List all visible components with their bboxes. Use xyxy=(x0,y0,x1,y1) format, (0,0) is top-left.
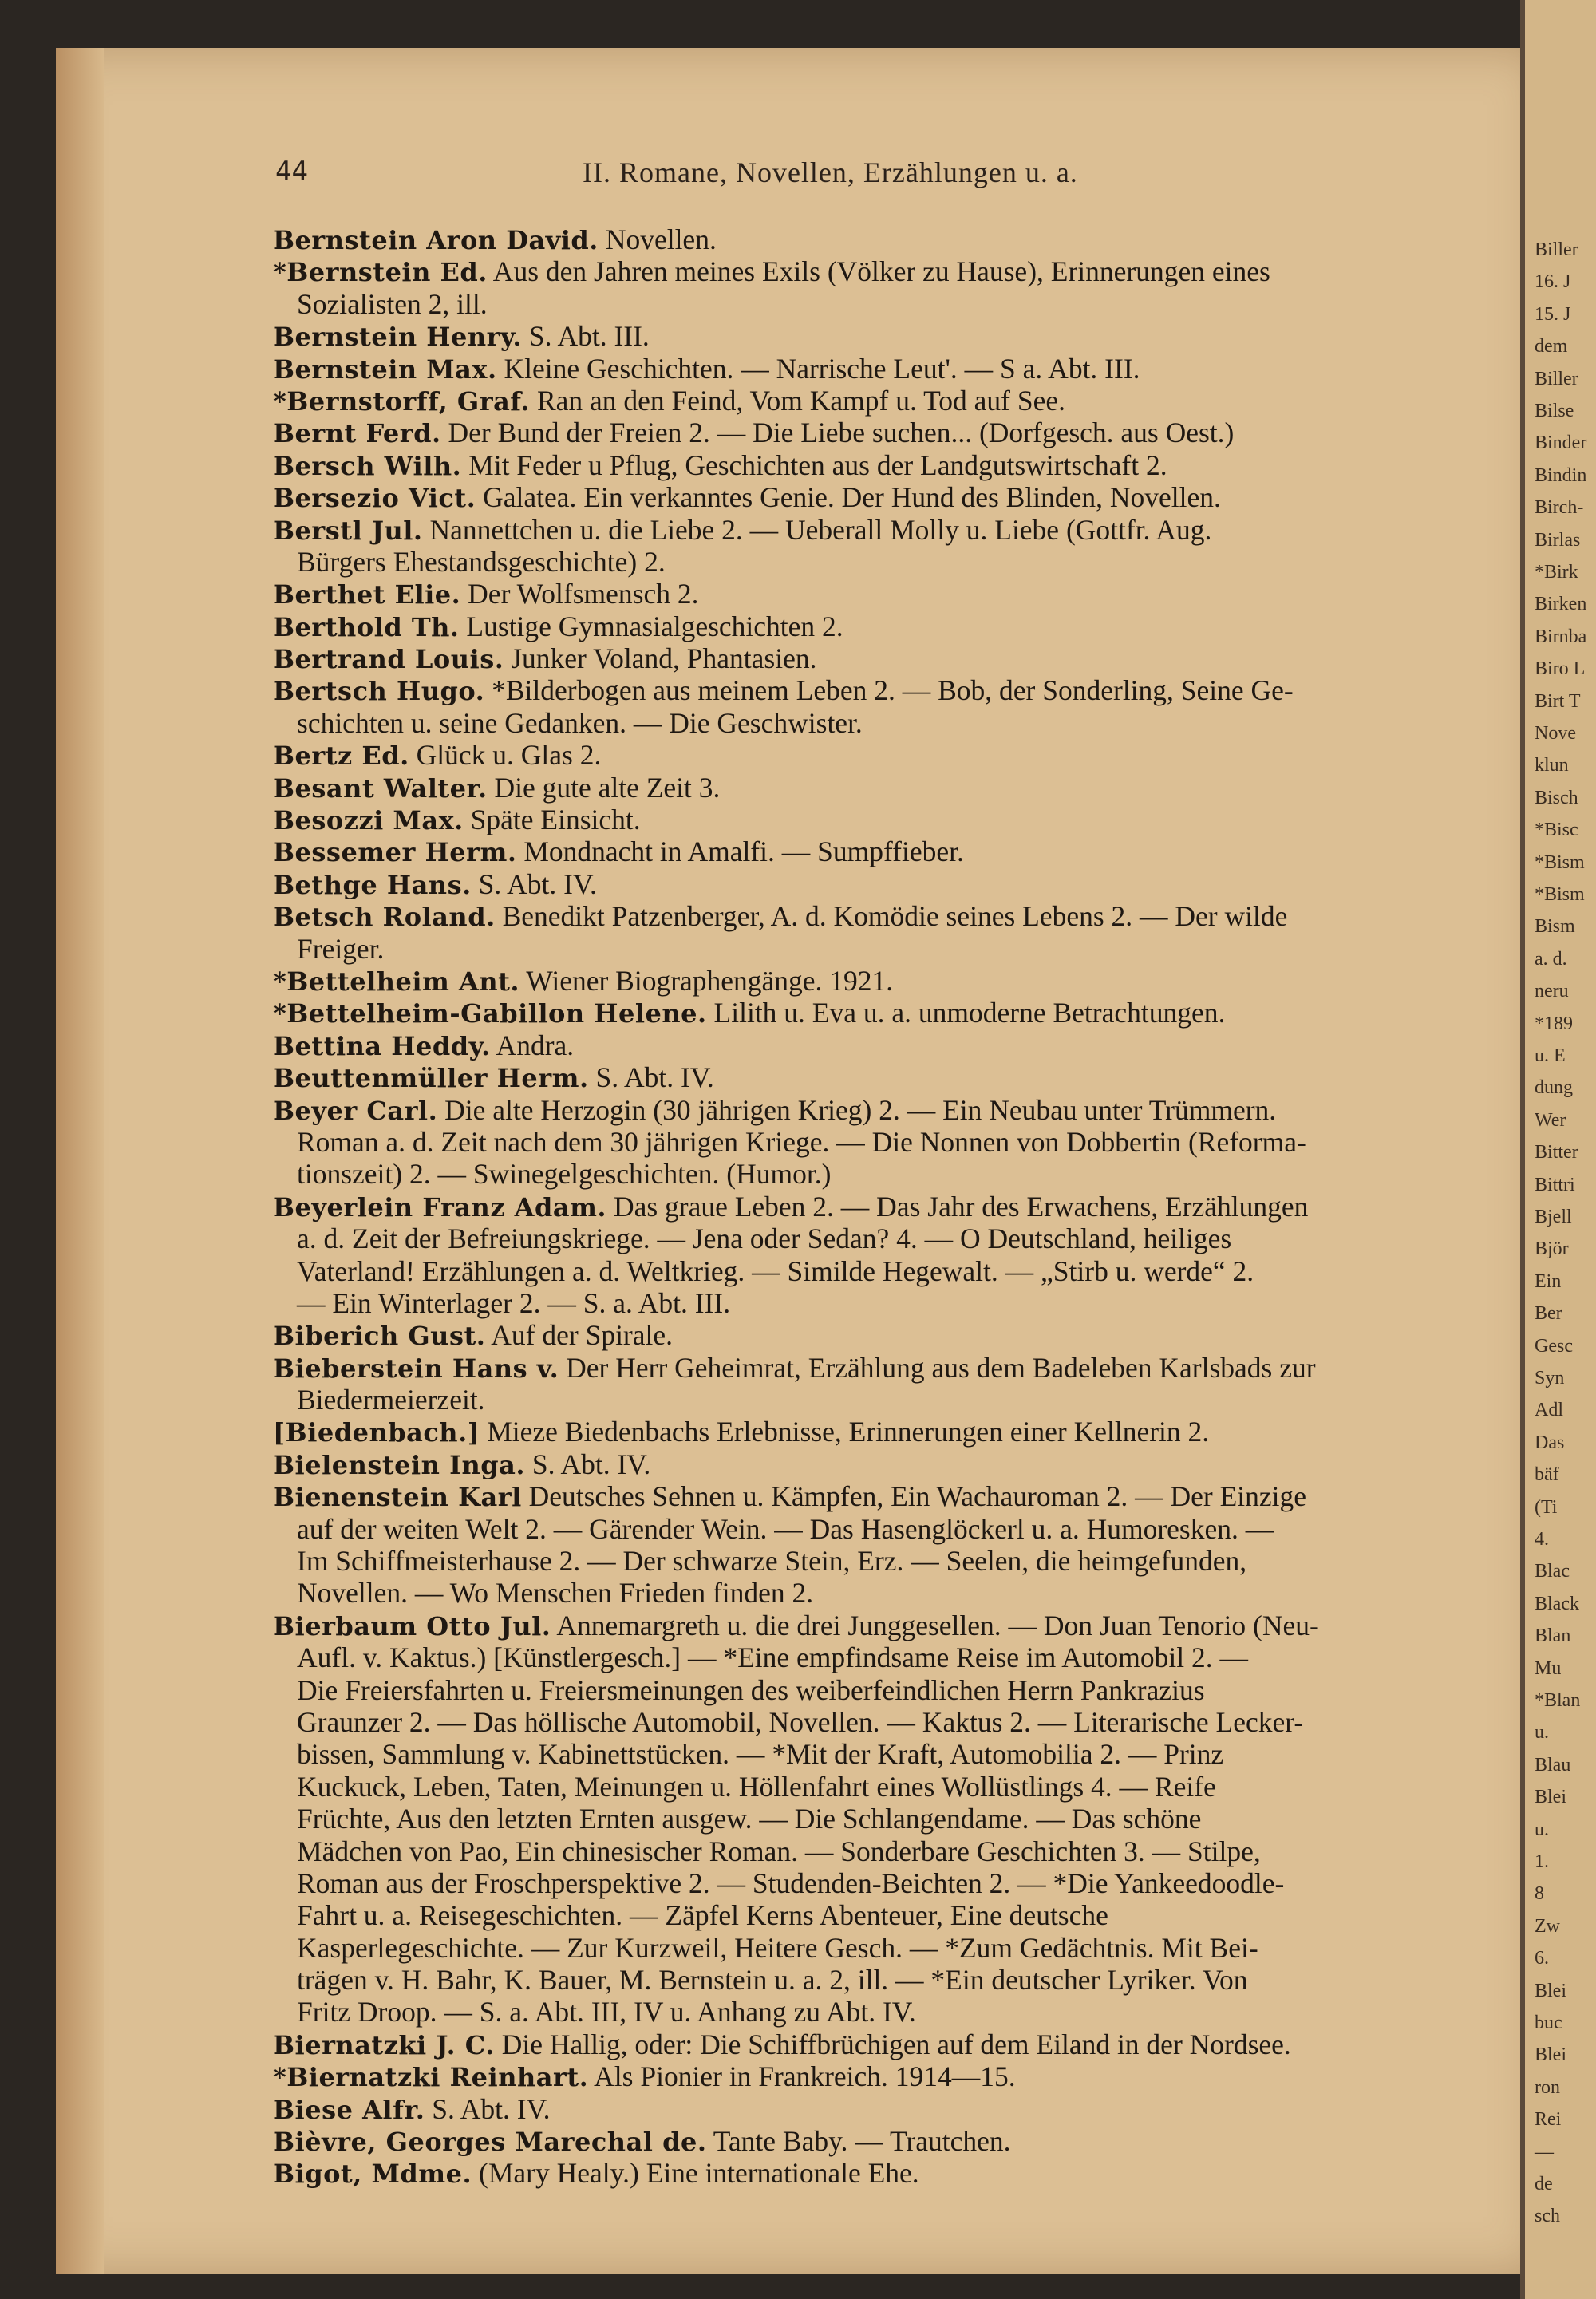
author-headword: Besozzi Max. xyxy=(273,805,464,836)
bibliography-entries xyxy=(273,223,1502,2190)
entry-line xyxy=(273,997,1502,1029)
author-headword: *Bernstein Ed. xyxy=(273,257,488,288)
entry-line xyxy=(273,1061,1502,1093)
author-headword: Besant Walter. xyxy=(273,772,488,804)
entry-continuation-line xyxy=(273,1545,1502,1577)
next-page-fragment: sch xyxy=(1535,2206,1560,2227)
next-page-fragment: Mu xyxy=(1535,1657,1562,1679)
entry-continuation-line xyxy=(273,1706,1502,1738)
entry-line xyxy=(273,1094,1502,1126)
entry-text: Die alte Herzogin (30 jährigen Krieg) 2. — Ein Neubau unter Trümmern. xyxy=(437,1093,1277,1126)
entry-line xyxy=(273,868,1502,900)
entry-line xyxy=(273,481,1502,513)
author-headword: *Biernatzki Reinhart. xyxy=(273,2062,589,2093)
next-page-fragment: 6. xyxy=(1535,1948,1549,1969)
next-page-fragment: bäf xyxy=(1535,1464,1559,1486)
next-page-fragment: Binder xyxy=(1535,433,1587,454)
entry-text: Wiener Biographengänge. 1921. xyxy=(519,964,894,997)
author-headword: Berthold Th. xyxy=(273,611,460,642)
next-page-edge xyxy=(1520,0,1596,2299)
next-page-fragment: u. xyxy=(1535,1819,1549,1840)
page-gutter-edge xyxy=(56,48,104,2274)
entry-text: Früchte, Aus den letzten Ernten ausgew. — Die Schlangendame. — Das schöne xyxy=(297,1803,1202,1835)
next-page-fragment: a. d. xyxy=(1535,948,1567,970)
entry-continuation-line xyxy=(273,1223,1502,1254)
next-page-fragment: klun xyxy=(1535,755,1569,776)
entry-text: bissen, Sammlung v. Kabinettstücken. — *Mit der Kraft, Automobilia 2. — Prinz xyxy=(297,1738,1224,1771)
next-page-fragment: Bittri xyxy=(1535,1174,1575,1195)
entry-line xyxy=(273,2060,1502,2092)
entry-text: Nannettchen u. die Liebe 2. — Ueberall Molly u. Liebe (Gottfr. Aug. xyxy=(422,513,1212,546)
next-page-fragment: dem xyxy=(1535,336,1568,357)
next-page-fragment: de xyxy=(1535,2174,1553,2194)
entry-text: Die Freiersfahrten u. Freiersmeinungen des weiberfeindlichen Herrn Pankrazius xyxy=(297,1673,1205,1706)
entry-text: Andra. xyxy=(490,1029,575,1061)
entry-text: Der Bund der Freien 2. — Die Liebe suchen... (Dorfgesch. aus Oest.) xyxy=(440,417,1235,449)
author-headword: Beyerlein Franz Adam. xyxy=(273,1191,607,1223)
entry-text: Bürgers Ehestandsgeschichte) 2. xyxy=(297,545,666,578)
entry-continuation-line xyxy=(273,1674,1502,1706)
entry-continuation-line xyxy=(273,1771,1502,1803)
entry-text: S. Abt. IV. xyxy=(588,1061,714,1094)
entry-line xyxy=(273,900,1502,932)
author-headword: Bièvre, Georges Marechal de. xyxy=(273,2127,707,2158)
entry-text: Graunzer 2. — Das höllische Automobil, Novellen. — Kaktus 2. — Literarische Lecker- xyxy=(297,1705,1304,1738)
entry-text: Glück u. Glas 2. xyxy=(409,739,602,772)
entry-text: S. Abt. IV. xyxy=(471,867,597,900)
entry-text: Mit Feder u Pflug, Geschichten aus der Landgutswirtschaft 2. xyxy=(461,448,1167,481)
next-page-fragment: Blau xyxy=(1535,1754,1571,1776)
entry-text: Kuckuck, Leben, Taten, Meinungen u. Höllenfahrt eines Wollüstlings 4. — Reife xyxy=(297,1770,1216,1803)
next-page-fragment: Nove xyxy=(1535,723,1576,744)
entry-line xyxy=(273,320,1502,352)
entry-line xyxy=(273,1610,1502,1641)
next-page-fragment: Ein xyxy=(1535,1270,1562,1292)
author-headword: Bernt Ferd. xyxy=(273,418,441,449)
entry-text: (Mary Healy.) Eine internationale Ehe. xyxy=(472,2157,919,2190)
entry-text: Biedermeierzeit. xyxy=(297,1384,485,1416)
next-page-fragment: Gesc xyxy=(1535,1335,1573,1357)
entry-text: — Ein Winterlager 2. — S. a. Abt. III. xyxy=(297,1286,731,1319)
author-headword: *Bernstorff, Graf. xyxy=(273,385,531,417)
next-page-fragment: Biller xyxy=(1535,368,1578,389)
entry-text: Der Herr Geheimrat, Erzählung aus dem Badeleben Karlsbads zur xyxy=(559,1351,1316,1384)
entry-continuation-line xyxy=(273,1803,1502,1835)
next-page-fragment: u. E xyxy=(1535,1045,1566,1066)
entry-text: auf der weiten Welt 2. — Gärender Wein. — Das Hasenglöckerl u. a. Humoresken. — xyxy=(297,1512,1274,1545)
entry-line xyxy=(273,610,1502,642)
next-page-fragment: 8 xyxy=(1535,1883,1544,1905)
entry-text: tionszeit) 2. — Swinegelgeschichten. (Humor.) xyxy=(297,1158,832,1191)
next-page-fragment: Bindin xyxy=(1535,464,1587,486)
entry-text: Aufl. v. Kaktus.) [Künstlergesch.] — *Eine empfindsame Reise im Automobil 2. — xyxy=(297,1641,1249,1674)
entry-line xyxy=(273,1029,1502,1061)
entry-text: Als Pionier in Frankreich. 1914—15. xyxy=(588,2060,1016,2093)
entry-continuation-line xyxy=(273,288,1502,320)
entry-line xyxy=(273,965,1502,997)
next-page-fragment: Biller xyxy=(1535,239,1578,260)
entry-text: Sozialisten 2, ill. xyxy=(297,287,488,320)
entry-text: Mondnacht in Amalfi. — Sumpffieber. xyxy=(516,835,964,868)
entry-line xyxy=(273,1191,1502,1223)
entry-continuation-line xyxy=(273,1835,1502,1867)
author-headword: Berthet Elie. xyxy=(273,579,461,610)
next-page-fragment: neru xyxy=(1535,981,1569,1002)
author-headword: Bieberstein Hans v. xyxy=(273,1353,559,1384)
author-headword: Bersezio Vict. xyxy=(273,483,476,514)
next-page-fragment: Ber xyxy=(1535,1303,1562,1325)
entry-text: S. Abt. III. xyxy=(522,320,650,353)
author-headword: Biberich Gust. xyxy=(273,1321,486,1352)
entry-text: Das graue Leben 2. — Das Jahr des Erwachens, Erzählungen xyxy=(606,1190,1309,1223)
next-page-fragment: *Blan xyxy=(1535,1690,1581,1711)
entry-text: Roman a. d. Zeit nach dem 30 jährigen Kriege. — Die Nonnen von Dobbertin (Reforma- xyxy=(297,1125,1306,1158)
next-page-fragment: Blei xyxy=(1535,1787,1566,1808)
next-page-fragment: Birlas xyxy=(1535,529,1581,551)
entry-text: Novellen. — Wo Menschen Frieden finden 2. xyxy=(297,1577,814,1610)
entry-text: Junker Voland, Phantasien. xyxy=(504,642,817,675)
entry-text: Deutsches Sehnen u. Kämpfen, Ein Wachauroman 2. — Der Einzige xyxy=(521,1480,1307,1513)
next-page-fragment: 16. J xyxy=(1535,271,1571,293)
entry-text: Lustige Gymnasialgeschichten 2. xyxy=(459,610,843,642)
next-page-fragment: *189 xyxy=(1535,1013,1573,1034)
entry-line xyxy=(273,642,1502,674)
entry-line xyxy=(273,772,1502,804)
next-page-fragment: *Bism xyxy=(1535,884,1585,905)
entry-line xyxy=(273,2028,1502,2060)
author-headword: Bertsch Hugo. xyxy=(273,676,485,707)
entry-text: trägen v. H. Bahr, K. Bauer, M. Bernstein u. a. 2, ill. — *Ein deutscher Lyriker. Von xyxy=(297,1964,1248,1997)
entry-line xyxy=(273,1448,1502,1480)
author-headword: Bernstein Max. xyxy=(273,354,497,385)
entry-text: Kasperlegeschichte. — Zur Kurzweil, Heitere Gesch. — *Zum Gedächtnis. Mit Bei- xyxy=(297,1931,1258,1964)
entry-line xyxy=(273,674,1502,706)
next-page-fragment: *Birk xyxy=(1535,562,1578,583)
entry-text: Der Wolfsmensch 2. xyxy=(460,578,699,610)
entry-text: Im Schiffmeisterhause 2. — Der schwarze Stein, Erz. — Seelen, die heimgefunden, xyxy=(297,1545,1247,1578)
author-headword: Beyer Carl. xyxy=(273,1095,438,1126)
entry-text: schichten u. seine Gedanken. — Die Geschwister. xyxy=(297,706,863,739)
next-page-fragment: Black xyxy=(1535,1593,1579,1614)
next-page-fragment: Bilse xyxy=(1535,401,1574,421)
next-page-fragment: Rei xyxy=(1535,2109,1562,2131)
next-page-fragment: Bism xyxy=(1535,916,1575,938)
entry-line xyxy=(273,385,1502,417)
author-headword: Biernatzki J. C. xyxy=(273,2029,495,2060)
entry-text: S. Abt. IV. xyxy=(525,1448,651,1480)
next-page-fragment: Adl xyxy=(1535,1400,1563,1421)
entry-text: Vaterland! Erzählungen a. d. Weltkrieg. — Similde Hegewalt. — „Stirb u. werde“ 2. xyxy=(297,1254,1254,1287)
entry-continuation-line xyxy=(273,1964,1502,1996)
next-page-fragment: Birch- xyxy=(1535,497,1584,519)
author-headword: *Bettelheim-Gabillon Helene. xyxy=(273,998,707,1029)
entry-continuation-line xyxy=(273,1513,1502,1545)
next-page-fragment: *Bisc xyxy=(1535,820,1578,841)
entry-text: Auf der Spirale. xyxy=(485,1319,674,1352)
entry-line xyxy=(273,804,1502,835)
entry-text: Die gute alte Zeit 3. xyxy=(487,771,721,804)
entry-text: Fahrt u. a. Reisegeschichten. — Zäpfel Kerns Abenteuer, Eine deutsche xyxy=(297,1899,1108,1932)
entry-line xyxy=(273,417,1502,448)
next-page-fragment: Blei xyxy=(1535,2044,1566,2066)
entry-text: Späte Einsicht. xyxy=(463,804,641,836)
entry-text: a. d. Zeit der Befreiungskriege. — Jena oder Sedan? 4. — O Deutschland, heiliges xyxy=(297,1223,1232,1255)
author-headword: Bienenstein Karl xyxy=(273,1482,522,1513)
author-headword: *Bettelheim Ant. xyxy=(273,966,520,997)
entry-line xyxy=(273,578,1502,610)
next-page-fragment: Zw xyxy=(1535,1915,1560,1937)
author-headword: Bettina Heddy. xyxy=(273,1030,491,1061)
author-headword: Biese Alfr. xyxy=(273,2094,425,2125)
entry-line xyxy=(273,1480,1502,1512)
next-page-fragment: Bitter xyxy=(1535,1142,1578,1163)
entry-line xyxy=(273,514,1502,546)
entry-text: Fritz Droop. — S. a. Abt. III, IV u. Anhang zu Abt. IV. xyxy=(297,1996,916,2028)
entry-continuation-line xyxy=(273,1158,1502,1190)
entry-continuation-line xyxy=(273,1577,1502,1609)
next-page-fragment: Bjell xyxy=(1535,1207,1572,1227)
next-page-fragment: dung xyxy=(1535,1077,1573,1099)
entry-text: Ran an den Feind, Vom Kampf u. Tod auf See. xyxy=(530,384,1066,417)
entry-continuation-line xyxy=(273,1738,1502,1770)
entry-line xyxy=(273,1416,1502,1448)
entry-line xyxy=(273,2157,1502,2189)
next-page-fragment: Birken xyxy=(1535,594,1587,615)
author-headword: Berstl Jul. xyxy=(273,515,423,546)
next-page-fragment: Blac xyxy=(1535,1561,1570,1582)
entry-text: Roman aus der Froschperspektive 2. — Studenden-Beichten 2. — *Die Yankeedoodle- xyxy=(297,1866,1285,1899)
next-page-fragment: Blei xyxy=(1535,1980,1566,2001)
next-page-fragment: Birt T xyxy=(1535,690,1581,712)
entry-continuation-line xyxy=(273,1867,1502,1899)
entry-text: Die Hallig, oder: Die Schiffbrüchigen auf dem Eiland in der Nordsee. xyxy=(494,2028,1291,2060)
author-headword: Betsch Roland. xyxy=(273,902,496,933)
next-page-fragment: Björ xyxy=(1535,1238,1569,1260)
entry-text: Galatea. Ein verkanntes Genie. Der Hund des Blinden, Novellen. xyxy=(476,481,1221,514)
entry-text: Lilith u. Eva u. a. unmoderne Betrachtungen. xyxy=(706,997,1226,1029)
author-headword: Bielenstein Inga. xyxy=(273,1449,526,1480)
next-page-fragment: Wer xyxy=(1535,1109,1566,1131)
entry-line xyxy=(273,449,1502,481)
next-page-fragment: 15. J xyxy=(1535,303,1571,325)
page-number: 44 xyxy=(275,156,308,188)
author-headword: Bertz Ed. xyxy=(273,741,409,772)
entry-continuation-line xyxy=(273,707,1502,739)
chapter-title: II. Romane, Novellen, Erzählungen u. a. xyxy=(583,156,1078,188)
next-page-fragment: Das xyxy=(1535,1432,1565,1453)
entry-text: Novellen. xyxy=(598,223,717,255)
entry-line xyxy=(273,255,1502,287)
next-page-fragment: (Ti xyxy=(1535,1496,1558,1518)
entry-text: Mädchen von Pao, Ein chinesischer Roman. — Sonderbare Geschichten 3. — Stilpe, xyxy=(297,1835,1261,1867)
next-page-fragment: u. xyxy=(1535,1722,1549,1744)
author-headword: Bersch Wilh. xyxy=(273,450,462,481)
next-page-fragment: Blan xyxy=(1535,1625,1571,1647)
entry-text: Kleine Geschichten. — Narrische Leut'. — S a. Abt. III. xyxy=(496,352,1140,385)
entry-continuation-line xyxy=(273,546,1502,578)
entry-text: Tante Baby. — Trautchen. xyxy=(706,2125,1011,2158)
entry-continuation-line xyxy=(273,1255,1502,1287)
entry-line xyxy=(273,2125,1502,2157)
entry-text: Annemargreth u. die drei Junggesellen. — Don Juan Tenorio (Neu- xyxy=(551,1609,1319,1641)
entry-text: *Bilderbogen aus meinem Leben 2. — Bob, der Sonderling, Seine Ge- xyxy=(484,674,1294,707)
author-headword: Bernstein Henry. xyxy=(273,322,523,353)
next-page-fragment: Syn xyxy=(1535,1368,1565,1388)
entry-continuation-line xyxy=(273,1384,1502,1416)
entry-text: Aus den Jahren meines Exils (Völker zu Hause), Erinnerungen eines xyxy=(487,255,1270,288)
author-headword: Bigot, Mdme. xyxy=(273,2159,472,2190)
author-headword: Bethge Hans. xyxy=(273,869,472,900)
entry-line xyxy=(273,1352,1502,1384)
entry-line xyxy=(273,223,1502,255)
entry-text: Freiger. xyxy=(297,932,385,965)
entry-continuation-line xyxy=(273,1641,1502,1673)
entry-text: Mieze Biedenbachs Erlebnisse, Erinnerungen einer Kellnerin 2. xyxy=(480,1416,1210,1448)
next-page-fragment: Birnba xyxy=(1535,626,1587,647)
entry-line xyxy=(273,353,1502,385)
author-headword: [Biedenbach.] xyxy=(273,1417,480,1448)
next-page-fragment: 4. xyxy=(1535,1529,1549,1550)
entry-continuation-line xyxy=(273,1899,1502,1931)
entry-line xyxy=(273,2093,1502,2125)
entry-continuation-line xyxy=(273,1287,1502,1319)
entry-continuation-line xyxy=(273,1996,1502,2028)
next-page-fragment: Bisch xyxy=(1535,787,1578,808)
entry-text: Benedikt Patzenberger, A. d. Komödie seines Lebens 2. — Der wilde xyxy=(495,900,1288,933)
entry-continuation-line xyxy=(273,933,1502,965)
author-headword: Bertrand Louis. xyxy=(273,644,504,675)
next-page-fragment: Biro L xyxy=(1535,658,1586,680)
next-page-fragment: ron xyxy=(1535,2076,1560,2098)
next-page-fragment: — xyxy=(1535,2141,1554,2163)
next-page-fragment: buc xyxy=(1535,2013,1562,2033)
entry-line xyxy=(273,739,1502,771)
next-page-fragment: *Bism xyxy=(1535,851,1585,873)
entry-continuation-line xyxy=(273,1126,1502,1158)
author-headword: Beuttenmüller Herm. xyxy=(273,1063,589,1094)
next-page-fragment: 1. xyxy=(1535,1851,1549,1872)
author-headword: Bessemer Herm. xyxy=(273,837,517,868)
author-headword: Bierbaum Otto Jul. xyxy=(273,1610,551,1641)
entry-continuation-line xyxy=(273,1932,1502,1964)
entry-line xyxy=(273,835,1502,867)
entry-text: S. Abt. IV. xyxy=(425,2092,551,2125)
author-headword: Bernstein Aron David. xyxy=(273,225,598,255)
entry-line xyxy=(273,1319,1502,1351)
